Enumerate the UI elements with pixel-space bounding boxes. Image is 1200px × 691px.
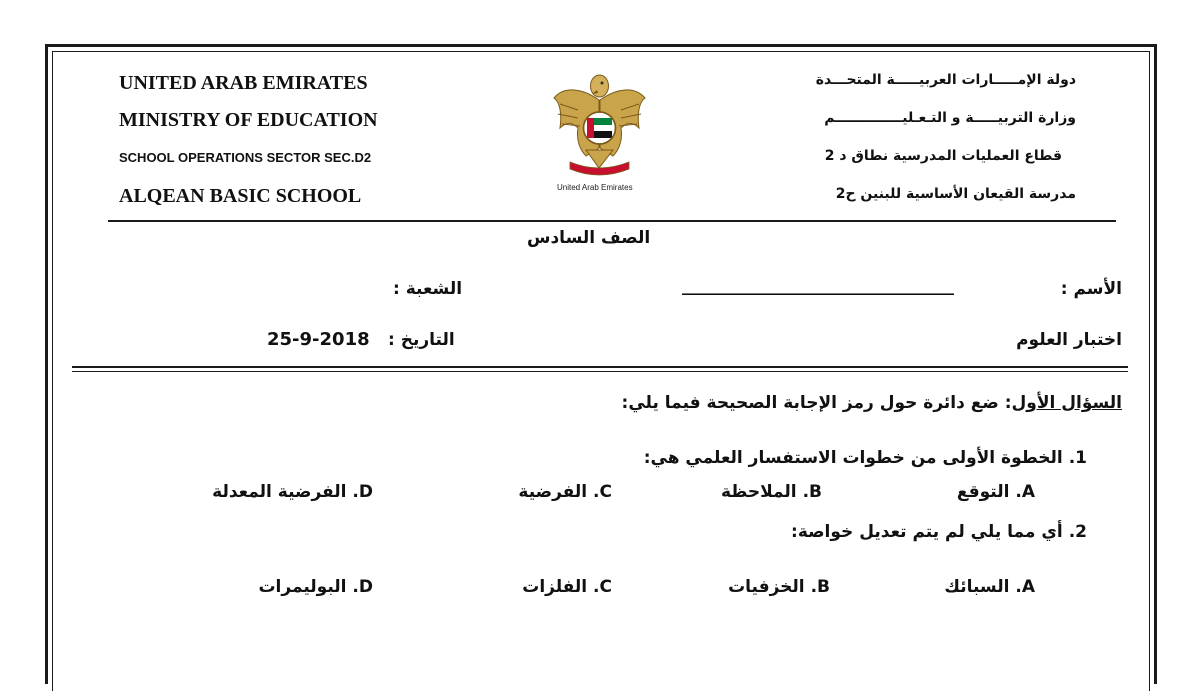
option-text: الملاحظة bbox=[721, 482, 797, 502]
question-item-2 bbox=[791, 522, 1087, 542]
option-1d[interactable] bbox=[212, 482, 373, 502]
question-one-heading bbox=[622, 393, 1122, 413]
question-one-title: السؤال الأول bbox=[1011, 393, 1122, 413]
header-ar-country: دولة الإمـــــارات العربيـــــة المتحـــدة bbox=[815, 72, 1076, 88]
header-ar-school: مدرسة القيعان الأساسية للبنين ح2 bbox=[835, 186, 1076, 202]
option-1b[interactable] bbox=[721, 482, 822, 502]
option-letter: B. bbox=[810, 577, 830, 597]
question-item-number: 2. bbox=[1068, 522, 1087, 542]
option-letter: D. bbox=[352, 482, 373, 502]
question-item-text: الخطوة الأولى من خطوات الاستفسار العلمي هي: bbox=[643, 448, 1063, 468]
option-letter: B. bbox=[802, 482, 822, 502]
option-letter: C. bbox=[593, 577, 612, 597]
header-ar-ministry: وزارة التربيـــــة و التـعـليــــــــــــــم bbox=[824, 110, 1076, 126]
section-label: الشعبة : bbox=[393, 279, 463, 299]
question-item-text: أي مما يلي لم يتم تعديل خواصة: bbox=[791, 522, 1063, 542]
option-1c[interactable] bbox=[518, 482, 612, 502]
option-letter: A. bbox=[1015, 577, 1035, 597]
header-en-sector: SCHOOL OPERATIONS SECTOR SEC.D2 bbox=[119, 150, 372, 165]
option-text: السبائك bbox=[944, 577, 1010, 597]
question-item-number: 1. bbox=[1068, 448, 1087, 468]
option-text: الخزفيات bbox=[728, 577, 805, 597]
header-ar-sector: قطاع العمليات المدرسية نطاق د 2 bbox=[824, 148, 1062, 164]
question-item-1 bbox=[644, 448, 1087, 468]
date-value: 25-9-2018 bbox=[267, 329, 370, 350]
header-en-school: ALQEAN BASIC SCHOOL bbox=[119, 185, 362, 207]
option-text: التوقع bbox=[956, 482, 1010, 502]
option-2c[interactable] bbox=[522, 577, 612, 597]
name-blank-line[interactable]: ________________________________ bbox=[682, 276, 954, 296]
section-divider-bottom bbox=[72, 371, 1128, 372]
option-text: البوليمرات bbox=[258, 577, 347, 597]
name-label: الأسم : bbox=[1060, 279, 1122, 299]
logo-caption: United Arab Emirates bbox=[557, 183, 633, 192]
header-en-ministry: MINISTRY OF EDUCATION bbox=[119, 109, 378, 131]
option-2b[interactable] bbox=[728, 577, 830, 597]
date-label: التاريخ : bbox=[388, 330, 455, 350]
uae-emblem-icon bbox=[552, 70, 647, 182]
question-one-instruction: : ضع دائرة حول رمز الإجابة الصحيحة فيما يلي: bbox=[621, 393, 1012, 413]
option-letter: C. bbox=[593, 482, 612, 502]
header-divider bbox=[108, 220, 1116, 222]
option-text: الفرضية المعدلة bbox=[212, 482, 347, 502]
option-letter: D. bbox=[352, 577, 373, 597]
header-en-country: UNITED ARAB EMIRATES bbox=[119, 72, 368, 94]
option-2a[interactable] bbox=[944, 577, 1035, 597]
exam-title: اختبار العلوم bbox=[1016, 330, 1122, 350]
option-1a[interactable] bbox=[957, 482, 1035, 502]
option-2d[interactable] bbox=[258, 577, 373, 597]
option-letter: A. bbox=[1015, 482, 1035, 502]
option-text: الفرضية bbox=[518, 482, 588, 502]
option-text: الفلزات bbox=[522, 577, 588, 597]
grade-title: الصف السادس bbox=[527, 228, 651, 248]
section-divider-top bbox=[72, 366, 1128, 368]
